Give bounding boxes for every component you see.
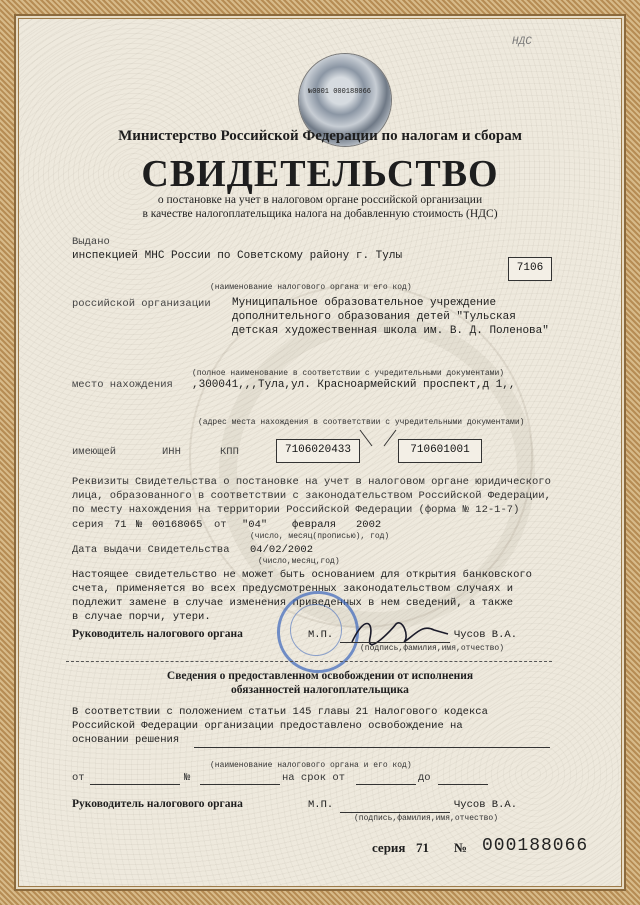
notice-line-4: в случае порчи, утери. xyxy=(72,611,211,623)
inn-value-box: 7106020433 xyxy=(276,439,360,463)
notice-line-1: Настоящее свидетельство не может быть основанием для открытия банковского xyxy=(72,569,532,581)
to-label: до xyxy=(418,772,431,784)
series-no-sign: № xyxy=(136,519,143,531)
issue-date-label: Дата выдачи Свидетельства xyxy=(72,544,230,556)
series-year: 2002 xyxy=(356,519,382,531)
signature-line xyxy=(340,642,450,643)
signature-line-2 xyxy=(340,812,450,813)
ministry-name: Министерство Российской Федерации по налогам и сборам xyxy=(118,128,522,144)
series-prefix: серия xyxy=(72,519,104,531)
from-line xyxy=(90,784,180,785)
head-name-2: Чусов В.А. xyxy=(454,799,518,811)
issue-date-value: 04/02/2002 xyxy=(250,544,314,556)
decision-line xyxy=(194,747,550,748)
exempt-line-3: основании решения xyxy=(72,734,180,746)
certificate-sheet xyxy=(14,14,626,891)
address-caption: (адрес места нахождения в соответствии с учредительными документами) xyxy=(198,418,525,427)
head-caption-2: (подпись,фамилия,имя,отчество) xyxy=(354,814,499,823)
address-label: место нахождения xyxy=(72,379,173,391)
exempt-title-line-1: Сведения о предоставленном освобождении от исполнения xyxy=(166,670,474,682)
section-divider xyxy=(66,661,552,662)
footer-series-label: серия xyxy=(372,840,406,855)
series-value: 71 xyxy=(114,519,127,531)
exempt-title-line-2: обязанностей налогоплательщика xyxy=(231,684,409,696)
subtitle-line-1: о постановке на учет в налоговом органе российской организации xyxy=(157,194,483,206)
number-line xyxy=(200,784,280,785)
term-label: на срок от xyxy=(282,772,346,784)
address-value: ,300041,,,Тула,ул. Красноармейский проспект,д 1,, xyxy=(192,379,516,391)
footer-no-label: № xyxy=(454,840,468,855)
head-caption: (подпись,фамилия,имя,отчество) xyxy=(360,644,505,653)
divider-ticks xyxy=(358,428,398,448)
tax-code-box: 7106 xyxy=(508,257,552,281)
requisites-line-2: лица, образованного в соответствии с законодательством Российской Федерации, xyxy=(72,490,551,502)
kpp-value-box: 710601001 xyxy=(398,439,482,463)
no-label: № xyxy=(184,772,191,784)
tax-organ-caption: (наименование налогового органа и его код) xyxy=(210,283,412,292)
document-title: СВИДЕТЕЛЬСТВО xyxy=(141,153,499,195)
stamp-place: М.П. xyxy=(308,629,334,641)
exempt-line-2: Российской Федерации организации предоставлено освобождение на xyxy=(72,720,463,732)
footer-series: 71 xyxy=(416,840,429,855)
kpp-label: КПП xyxy=(220,446,239,458)
having-label: имеющей xyxy=(72,446,117,458)
series-month: февраля xyxy=(292,519,337,531)
exempt-line-1: В соответствии с положением статьи 145 главы 21 Налогового кодекса xyxy=(72,706,488,718)
stamp-place-2: М.П. xyxy=(308,799,334,811)
notice-line-2: счета, применяется во всех предусмотренных законодательством случаях и xyxy=(72,583,514,595)
series-day: "04" xyxy=(242,519,268,531)
series-caption: (число, месяц(прописью), год) xyxy=(250,532,390,541)
org-caption: (полное наименование в соответствии с учредительными документами) xyxy=(192,369,505,378)
org-name-line-1: Муниципальное образовательное учреждение xyxy=(232,297,497,309)
from-label: от xyxy=(72,772,85,784)
term-from-line xyxy=(356,784,416,785)
org-label: российской организации xyxy=(72,298,211,310)
hologram-number: №0001 000188066 xyxy=(308,88,372,96)
term-to-line xyxy=(438,784,488,785)
requisites-line-1: Реквизиты Свидетельства о постановке на учет в налоговом органе юридического xyxy=(72,476,551,488)
requisites-line-3: по месту нахождения на территории Российской Федерации (форма № 12-1-7) xyxy=(72,504,520,516)
inn-label: ИНН xyxy=(162,446,181,458)
series-from: от xyxy=(214,519,227,531)
exempt-caption: (наименование налогового органа и его код) xyxy=(210,761,412,770)
footer-number: 000188066 xyxy=(482,836,589,856)
org-name-line-2: дополнительного образования детей "Тульская xyxy=(232,311,516,323)
issued-by: инспекцией МНС России по Советскому району г. Тулы xyxy=(72,250,403,262)
issue-date-caption: (число,месяц,год) xyxy=(258,557,340,566)
head-name: Чусов В.А. xyxy=(454,629,518,641)
series-number: 00168065 xyxy=(152,519,203,531)
notice-line-3: подлежит замене в случае изменения приведенных в нем сведений, а также xyxy=(72,597,514,609)
issued-label: Выдано xyxy=(72,236,110,248)
corner-note: НДС xyxy=(512,36,532,48)
org-name-line-3: детская художественная школа им. В. Д. Поленова" xyxy=(232,325,549,337)
head-label-2: Руководитель налогового органа xyxy=(72,798,243,810)
head-label: Руководитель налогового органа xyxy=(72,628,243,640)
subtitle-line-2: в качестве налогоплательщика налога на добавленную стоимость (НДС) xyxy=(142,208,498,220)
